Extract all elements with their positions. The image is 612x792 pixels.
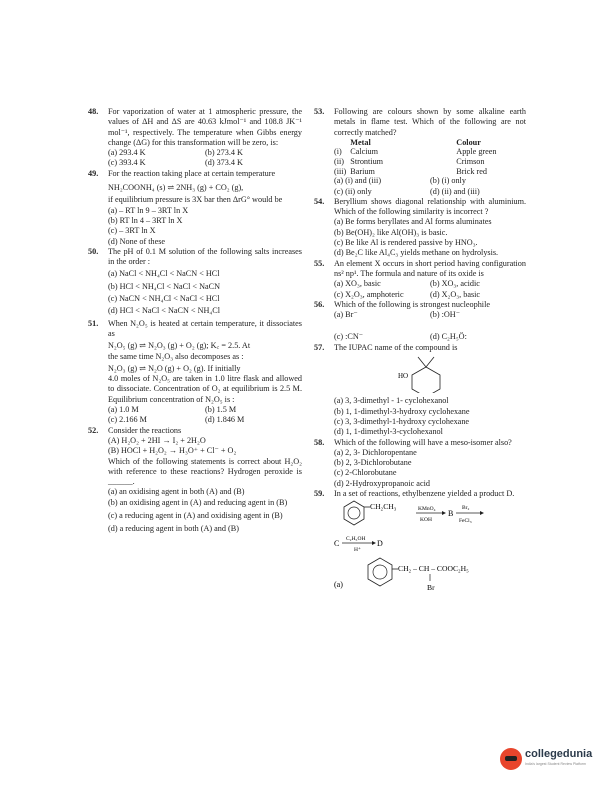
option-b: (b) XO₃, acidic (430, 279, 480, 289)
question-48 (88, 107, 302, 169)
question-number: 57. (314, 342, 325, 352)
methyl-bond-2 (426, 357, 434, 367)
cyclohexane-structure (314, 353, 526, 393)
question-number: 48. (88, 107, 99, 116)
question-number: 53. (314, 107, 325, 116)
option-d: (d) 373.4 K (205, 158, 243, 168)
option-a: (a) – RT ln 9 – 3RT ln X (108, 205, 189, 215)
reagent-fecl3: FeCl₃ (459, 518, 472, 525)
table-row (334, 167, 501, 177)
colour-cell: Apple green (456, 147, 497, 157)
arrow-2-head (480, 511, 484, 515)
option-a: (a) 1.0 M (108, 405, 139, 415)
question-54 (314, 197, 526, 259)
reactant-c: C (334, 539, 340, 549)
colour-cell: Crimson (456, 157, 485, 167)
question-text: The IUPAC name of the compound is (334, 342, 458, 352)
reaction-equation: NH₂COONH₄ (s) ⇌ 2NH₃ (g) + CO₂ (g), (108, 183, 244, 193)
question-number: 54. (314, 196, 325, 206)
question-text: Following are colours shown by some alkaline earth metals in flame test. Which of the following are not correctly matched? (334, 107, 526, 137)
reagent-ethanol: C₂H₅OH (346, 536, 366, 543)
benzene-circle (348, 507, 360, 519)
option-d: (d) 2-Hydroxypropanoic acid (334, 478, 430, 488)
question-number: 50. (88, 246, 99, 256)
option-b: (b) RT ln 4 – 3RT ln X (108, 215, 183, 225)
option-c: (c) NaCN < NH₄Cl < NaCl < HCl (108, 294, 220, 304)
question-text-continued: the same time N₂O₃ also decomposes as : (108, 351, 244, 361)
reaction-a: (A) H₂O₂ + 2HI → I₂ + 2H₂O (108, 435, 206, 445)
option-c: (c) 2-Chlorobutane (334, 468, 397, 478)
option-c: (c) – 3RT ln X (108, 226, 156, 236)
option-a: (a) Br⁻ (334, 310, 358, 320)
option-b: (b) an oxidising agent in (A) and reducing agent in (B) (108, 497, 288, 507)
question-text: Beryllium shows diagonal relationship with aluminium. Which of the following similarity is incorrect ? (334, 196, 526, 217)
question-text-continued: if equilibrium pressure is 3X bar then ΔrG° would be (108, 195, 283, 205)
table-row (334, 147, 501, 157)
question-text: Which of the following is strongest nucleophile (334, 299, 490, 309)
question-58 (314, 438, 526, 489)
table-row (334, 157, 501, 167)
logo-mascot-icon (500, 748, 522, 770)
option-c: (c) (ii) only (334, 186, 372, 196)
collegedunia-logo (500, 748, 592, 770)
row-index: (ii) (334, 157, 345, 167)
product-b: B (448, 509, 454, 519)
ethyl-label: CH₂CH₃ (370, 502, 397, 512)
option-b: (b) 273.4 K (205, 148, 243, 158)
option-c: (c) 3, 3-dimethyl-1-hydroxy cyclohexane (334, 416, 470, 426)
reaction-equation-2: N₂O₃ (g) ⇌ N₂O (g) + O₂ (g). If initially (108, 363, 241, 373)
left-column (88, 107, 302, 535)
question-text: The pH of 0.1 M solution of the following salts increases in the order : (108, 246, 302, 267)
arrow-3-head (372, 541, 376, 545)
option-b: (b) 1, 1-dimethyl-3-hydroxy cyclohexane (334, 406, 470, 416)
arrow-1-head (442, 511, 446, 515)
question-49 (88, 169, 302, 247)
option-a: (a) (i) and (iii) (334, 176, 382, 186)
reagent-br2: Br₂ (462, 505, 470, 512)
question-number: 52. (88, 425, 99, 435)
option-d: (d) None of these (108, 236, 166, 246)
option-a: (a) 2, 3- Dichloropentane (334, 447, 417, 457)
option-d: (d) Be₂C like Al₄C₃ yields methane on hydrolysis. (334, 248, 499, 258)
row-index: (i) (334, 147, 342, 157)
option-b: (b) HCl < NH₄Cl < NaCl < NaCN (108, 281, 220, 291)
option-d: (d) C₂H₅Ö: (430, 332, 467, 342)
option-d: (d) HCl < NaCl < NaCN < NH₄Cl (108, 306, 220, 316)
option-a-benzene-ring (368, 558, 392, 586)
question-text: For the reaction taking place at certain temperature (108, 168, 276, 178)
reaction-b: (B) HOCl + H₂O₂ → H₃O⁺ + Cl⁻ + O₂ (108, 446, 237, 456)
reagent-acid: H⁺ (354, 547, 361, 554)
metal-cell: Barium (350, 166, 375, 176)
methyl-bond-1 (418, 357, 426, 367)
question-55 (314, 259, 526, 300)
right-column (314, 107, 526, 625)
question-number: 58. (314, 437, 325, 447)
logo-brand: collegedunia (525, 747, 593, 760)
option-a: (a) Be forms beryllates and Al forms aluminates (334, 217, 492, 227)
cyclohexane-ring (412, 367, 440, 393)
option-a: (a) NaCl < NH₄Cl < NaCN < HCl (108, 269, 220, 279)
reaction-scheme (314, 499, 526, 621)
logo-tagline: India's largest Student Review Platform (525, 762, 586, 766)
metal-cell: Calcium (350, 147, 379, 157)
question-text: In a set of reactions, ethylbenzene yielded a product D. (334, 488, 515, 498)
question-text: Which of the following will have a meso-isomer also? (334, 437, 512, 447)
option-b: (b) :OH⁻ (430, 310, 461, 320)
option-a-label: (a) (334, 580, 343, 590)
option-a: (a) 3, 3-dimethyl - 1- cyclohexanol (334, 396, 449, 406)
reaction-equation-1: N₂O₅ (g) ⇌ N₂O₃ (g) + O₂ (g); K꜀ = 2.5. At (108, 341, 251, 351)
option-c: (c) a reducing agent in (A) and oxidising agent in (B) (108, 510, 283, 520)
question-text: Consider the reactions (108, 425, 182, 435)
option-d: (d) 1, 1-dimethyl-3-cyclohexanol (334, 427, 443, 437)
question-59 (314, 489, 526, 625)
question-text-continued: Which of the following statements is correct about H₂O₂ with reference to these reactions? Hydrogen peroxide is ______. (108, 456, 302, 487)
metal-colour-table (334, 138, 501, 176)
option-d: (d) (ii) and (iii) (430, 186, 480, 196)
hydroxyl-label: HO (398, 372, 409, 381)
option-c: (c) Be like Al is rendered passive by HNO₃. (334, 238, 478, 248)
question-text: When N₂O₅ is heated at certain temperature, it dissociates as (108, 318, 302, 338)
option-d: (d) X₂O₃, basic (430, 289, 481, 299)
question-text: For vaporization of water at 1 atmospheric pressure, the values of ΔH and ΔS are 40.63 kJmol⁻¹ and 108.8 JK⁻¹ mol⁻¹, respectively. The temperature when Gibbs energy change (ΔG) for this transformation will be zero, is: (108, 107, 302, 147)
option-a-product: CH₂ – CH – COOC₂H₅ (398, 564, 469, 574)
question-57 (314, 343, 526, 438)
option-b: (b) Be(OH)₂ like Al(OH)₃ is basic. (334, 227, 448, 237)
option-d: (d) 1.846 M (205, 415, 245, 425)
question-56 (314, 300, 526, 343)
option-c: (c) X₂O₃, amphoteric (334, 289, 404, 299)
option-c: (c) :CN⁻ (334, 332, 364, 342)
option-d: (d) a reducing agent in both (A) and (B) (108, 524, 239, 534)
question-number: 59. (314, 488, 325, 498)
option-a: (a) 293.4 K (108, 148, 146, 158)
question-number: 51. (88, 318, 99, 328)
option-a: (a) an oxidising agent in both (A) and (B) (108, 487, 245, 497)
question-text: An element X occurs in short period having configuration ns² np¹. The formula and nature of its oxide is (334, 258, 526, 278)
option-c: (c) 393.4 K (108, 158, 146, 168)
colour-cell: Brick red (456, 166, 487, 176)
option-c: (c) 2.166 M (108, 415, 147, 425)
option-b: (b) 2, 3-Dichlorobutane (334, 458, 412, 468)
option-a-bromine: Br (427, 583, 435, 593)
question-number: 49. (88, 168, 99, 178)
question-number: 55. (314, 258, 325, 268)
benzene-ring (344, 501, 364, 525)
option-a: (a) XO₃, basic (334, 279, 381, 289)
reagent-koh: KOH (420, 517, 432, 524)
row-index: (iii) (334, 166, 347, 176)
question-51 (88, 319, 302, 426)
header-metal: Metal (350, 137, 371, 147)
option-b: (b) (i) only (430, 176, 466, 186)
question-53 (314, 107, 526, 197)
option-a-benzene-circle (373, 565, 387, 579)
question-50 (88, 247, 302, 317)
reagent-kmno4: KMnO₄ (418, 506, 436, 513)
product-d: D (377, 539, 383, 549)
metal-cell: Strontium (350, 157, 384, 167)
question-number: 56. (314, 299, 325, 309)
header-colour: Colour (456, 137, 481, 147)
question-text-continued-2: 4.0 moles of N₂O₅ are taken in 1.0 litre flask and allowed to dissociate. Concentration of O₂ at equilibrium is 2.5 M. Equilibrium concentration of N₂O₅ is : (108, 374, 302, 404)
option-b: (b) 1.5 M (205, 405, 237, 415)
question-52 (88, 426, 302, 535)
